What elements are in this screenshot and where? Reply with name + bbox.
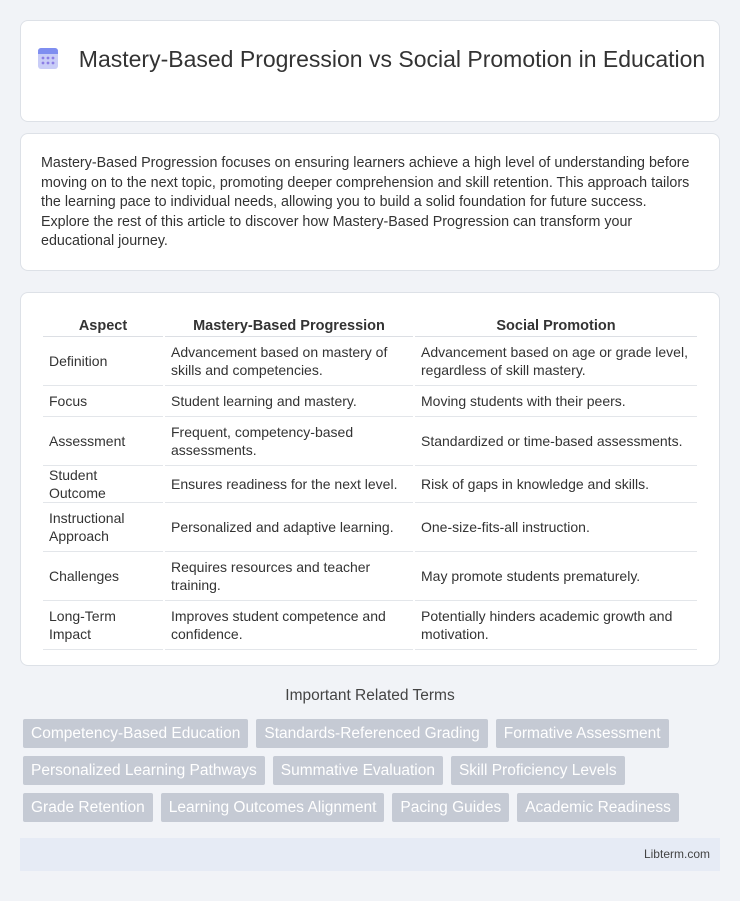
row-aspect: Challenges <box>43 552 163 601</box>
tag-row <box>23 756 703 785</box>
table-row <box>43 417 697 466</box>
row-social: Advancement based on age or grade level, regardless of skill mastery. <box>415 337 697 386</box>
title-card <box>20 20 720 122</box>
footer-site-link[interactable]: Libterm.com <box>643 847 710 861</box>
book-icon <box>35 45 61 71</box>
row-mastery: Advancement based on mastery of skills and competencies. <box>165 337 413 386</box>
intro-card <box>20 133 720 271</box>
header-aspect: Aspect <box>43 317 163 337</box>
row-mastery: Personalized and adaptive learning. <box>165 503 413 552</box>
row-social: Potentially hinders academic growth and motivation. <box>415 601 697 650</box>
table-header-row <box>43 317 697 337</box>
tag-personalized-learning-pathways[interactable]: Personalized Learning Pathways <box>23 756 265 785</box>
row-social: Standardized or time-based assessments. <box>415 417 697 466</box>
tag-row <box>23 719 703 748</box>
row-mastery: Ensures readiness for the next level. <box>165 466 413 503</box>
tag-academic-readiness[interactable]: Academic Readiness <box>517 793 679 822</box>
table-row <box>43 601 697 650</box>
row-aspect: Focus <box>43 386 163 417</box>
tag-competency-based-education[interactable]: Competency-Based Education <box>23 719 248 748</box>
tag-skill-proficiency-levels[interactable]: Skill Proficiency Levels <box>451 756 625 785</box>
header-social: Social Promotion <box>415 317 697 337</box>
page-title: Mastery-Based Progression vs Social Promotion in Education <box>78 46 706 72</box>
tag-learning-outcomes-alignment[interactable]: Learning Outcomes Alignment <box>161 793 385 822</box>
table-row <box>43 503 697 552</box>
row-mastery: Frequent, competency-based assessments. <box>165 417 413 466</box>
intro-paragraph: Mastery-Based Progression focuses on ensuring learners achieve a high level of understanding before moving on to the next topic, promoting deeper comprehension and skill retention. This approach tailors the learning pace to individual needs, allowing you to build a solid foundation for future success. Explore the rest of this article to discover how Mastery-Based Progression can transform your educational journey. <box>41 155 690 249</box>
row-social: Risk of gaps in knowledge and skills. <box>415 466 697 503</box>
row-mastery: Student learning and mastery. <box>165 386 413 417</box>
tag-standards-referenced-grading[interactable]: Standards-Referenced Grading <box>256 719 487 748</box>
related-terms <box>23 719 703 830</box>
tag-pacing-guides[interactable]: Pacing Guides <box>392 793 509 822</box>
row-aspect: Long-Term Impact <box>43 601 163 650</box>
tag-summative-evaluation[interactable]: Summative Evaluation <box>273 756 443 785</box>
row-aspect: Assessment <box>43 417 163 466</box>
tag-formative-assessment[interactable]: Formative Assessment <box>496 719 669 748</box>
tag-row <box>23 793 703 822</box>
row-social: One-size-fits-all instruction. <box>415 503 697 552</box>
related-terms-title: Important Related Terms <box>285 687 455 704</box>
comparison-table <box>41 317 699 650</box>
row-aspect: Definition <box>43 337 163 386</box>
row-mastery: Requires resources and teacher training. <box>165 552 413 601</box>
row-aspect: Student Outcome <box>43 466 163 503</box>
page-title-wrap <box>21 45 719 74</box>
row-aspect: Instructional Approach <box>43 503 163 552</box>
comparison-card <box>20 292 720 666</box>
tag-grade-retention[interactable]: Grade Retention <box>23 793 153 822</box>
table-row <box>43 552 697 601</box>
row-social: Moving students with their peers. <box>415 386 697 417</box>
table-row <box>43 466 697 503</box>
footer <box>20 838 720 871</box>
header-mastery: Mastery-Based Progression <box>165 317 413 337</box>
row-mastery: Improves student competence and confidence. <box>165 601 413 650</box>
table-row <box>43 386 697 417</box>
row-social: May promote students prematurely. <box>415 552 697 601</box>
table-row <box>43 337 697 386</box>
